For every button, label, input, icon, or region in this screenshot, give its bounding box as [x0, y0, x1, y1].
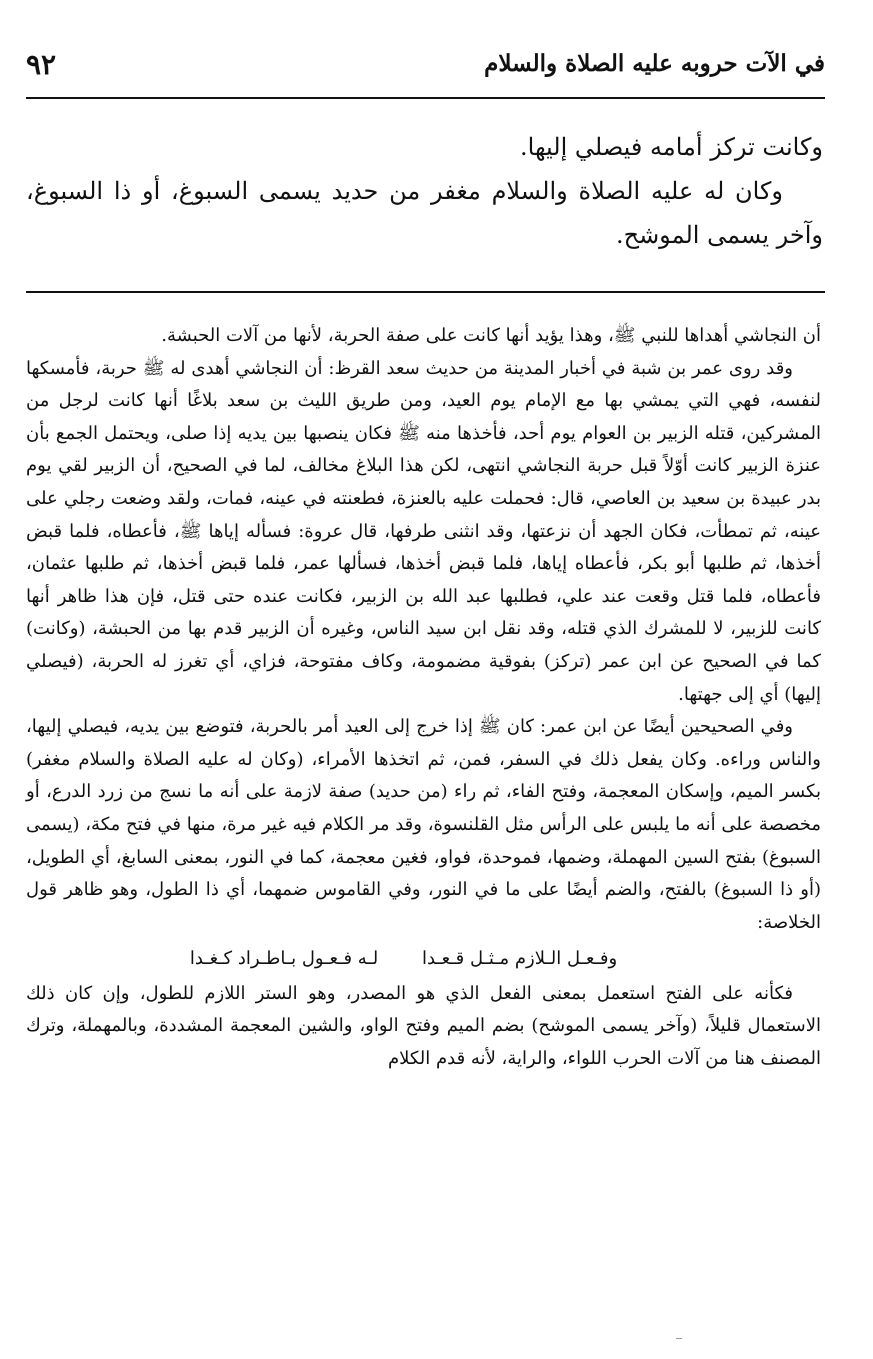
commentary-divider — [26, 291, 825, 293]
main-text-line: وكانت تركز أمامه فيصلي إليها. — [520, 133, 823, 161]
poetry-verse — [26, 943, 821, 976]
commentary-paragraph: فكأنه على الفتح استعمل بمعنى الفعل الذي هو المصدر، وهو الستر اللازم للطول، وإن كان ذلك الاستعمال قليلاً، (وآخر يسمى الموشح) بضم الميم وفتح الواو، والشين المعجمة المشددة، وبالمهملة، وترك المصنف هنا من آلات الحرب اللواء، والراية، لأنه قدم الكلام — [26, 982, 821, 1070]
main-text-paragraph: وكان له عليه الصلاة والسلام مغفر من حديد يسمى السبوغ، أو ذا السبوغ، وآخر يسمى الموشح. — [26, 177, 823, 249]
commentary-paragraph: وقد روى عمر بن شبة في أخبار المدينة من حديث سعد القرظ: أن النجاشي أهدى له ﷺ حربة، فأمسكها لنفسه، فهي التي يمشي بها مع الإمام يوم العيد، ومن طريق الليث بن سعد بلاغًا أنها كانت لرجل من المشركين، قتله الزبير بن العوام يوم أحد، فأخذها منه ﷺ فكان ينصبها بين يديه إذا صلى، ويحتمل الجمع بأن عنزة الزبير كانت أوّلاً قبل حربة النجاشي انتهى، لكن هذا البلاغ مخالف، لما في الصحيح، أن الزبير لقي يوم بدر عبيدة بن سعيد بن العاصي، قال: فحملت عليه بالعنزة، فطعنته في عينه، فمات، ولقد وضعت رجلي على عينه، ثم تمطأت، فكان الجهد أن نزعتها، وقد انثنى طرفها، قال عروة: فسأله إياها ﷺ، فأعطاه، فلما قبض أخذها، ثم طلبها أبو بكر، فأعطاه إياها، فلما قبض أخذها، فسألها عمر، فلما قبض أخذها، ثم طلبها عثمان، فأعطاه، فلما قتل وقعت عند علي، فطلبها عبد الله بن الزبير، فكانت عنده حتى قتل، فإن هذا ظاهر أنها كانت للزبير، لا للمشرك الذي قتله، وقد نقل ابن سيد الناس، وغيره أن الزبير قدم بها من الحبشة، (وكانت) كما في الصحيح عن ابن عمر (تركز) بفوقية مضمومة، وكاف مفتوحة، فزاي، أي تغرز له الحربة، (فيصلي إليها) أي إلى جهتها. — [26, 357, 821, 705]
main-text — [26, 125, 823, 257]
commentary-text — [26, 320, 821, 1076]
commentary-paragraph: أن النجاشي أهداها للنبي ﷺ، وهذا يؤيد أنها كانت على صفة الحربة، لأنها من آلات الحبشة. — [161, 325, 821, 346]
commentary-paragraph: وفي الصحيحين أيضًا عن ابن عمر: كان ﷺ إذا خرج إلى العيد أمر بالحربة، فتوضع بين يديه، فيصلي إليها، والناس وراءه. وكان يفعل ذلك في السفر، فمن، ثم اتخذها الأمراء، (وكان له عليه الصلاة والسلام مغفر) بكسر الميم، وإسكان المعجمة، وفتح الفاء، ثم راء (من حديد) صفة لازمة على أنه ما نسج من زرد الدرع، أو مخصصة على أنه ما يلبس على الرأس مثل القلنسوة، وقد مر الكلام فيه غير مرة، منها في فتح مكة، (يسمى السبوغ) بفتح السين المهملة، وضمها، فموحدة، فواو، فغين معجمة، كما في النور، بمعنى السابغ، أي الطويل، (أو ذا السبوغ) بالفتح، والضم أيضًا على ما في النور، وفي القاموس ضمهما، أي ذا الطول، وهو ظاهر قول الخلاصة: — [26, 716, 821, 933]
page-number: ٩٢ — [26, 48, 57, 81]
verse-first-hemistich: وفـعـل الـلازم مـثـل قـعـدا — [421, 948, 618, 970]
header-rule — [26, 97, 825, 99]
scan-mark — [676, 1338, 682, 1339]
verse-second-hemistich: لـه فـعـول بـاطـراد كـغـدا — [189, 948, 379, 970]
running-title: في الآت حروبه عليه الصلاة والسلام — [484, 50, 825, 77]
page-header — [26, 48, 825, 92]
